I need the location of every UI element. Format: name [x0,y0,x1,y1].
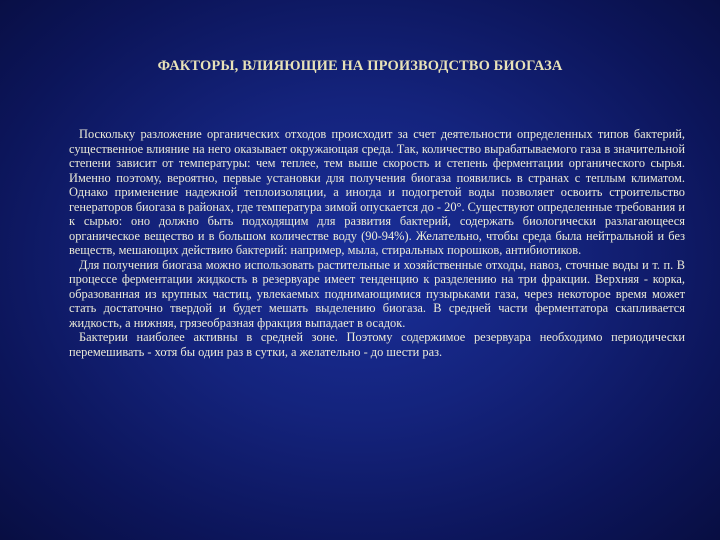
slide-title: ФАКТОРЫ, ВЛИЯЮЩИЕ НА ПРОИЗВОДСТВО БИОГАЗА [157,58,563,74]
body-paragraph: Для получения биогаза можно использовать растительные и хозяйственные отходы, навоз, сточные воды и т. п. В процессе ферментации жидкость в резервуаре имеет тенденцию к разделению на три фракции. Верхняя - корка, образованная из крупных частиц, увлекаемых поднимающимися пузырьками газа, через некоторое время может стать достаточно твердой и будет мешать выделению биогаза. В средней части ферментатора скапливается жидкость, а нижняя, грязеобразная фракция выпадает в осадок. [69,257,685,330]
slide-body [69,127,685,359]
body-paragraph: Поскольку разложение органических отходов происходит за счет деятельности определенных типов бактерий, существенное влияние на него оказывает окружающая среда. Так, количество вырабатываемого газа в значительной степени зависит от температуры: чем теплее, тем выше скорость и степень ферментации органического сырья. Именно поэтому, вероятно, первые установки для получения биогаза появились в странах с теплым климатом. Однако применение надежной теплоизоляции, а иногда и подогретой воды позволяет освоить строительство генераторов биогаза в районах, где температура зимой опускается до - 20°. Существуют определенные требования и к сырью: оно должно быть подходящим для развития бактерий, содержать биологически разлагающееся органическое вещество и в большом количестве воду (90-94%). Желательно, чтобы среда была нейтральной и без веществ, мешающих действию бактерий: например, мыла, стиральных порошков, антибиотиков. [69,127,685,257]
body-paragraph: Бактерии наиболее активны в средней зоне. Поэтому содержимое резервуара необходимо периодически перемешивать - хотя бы один раз в сутки, а желательно - до шести раз. [69,330,685,359]
